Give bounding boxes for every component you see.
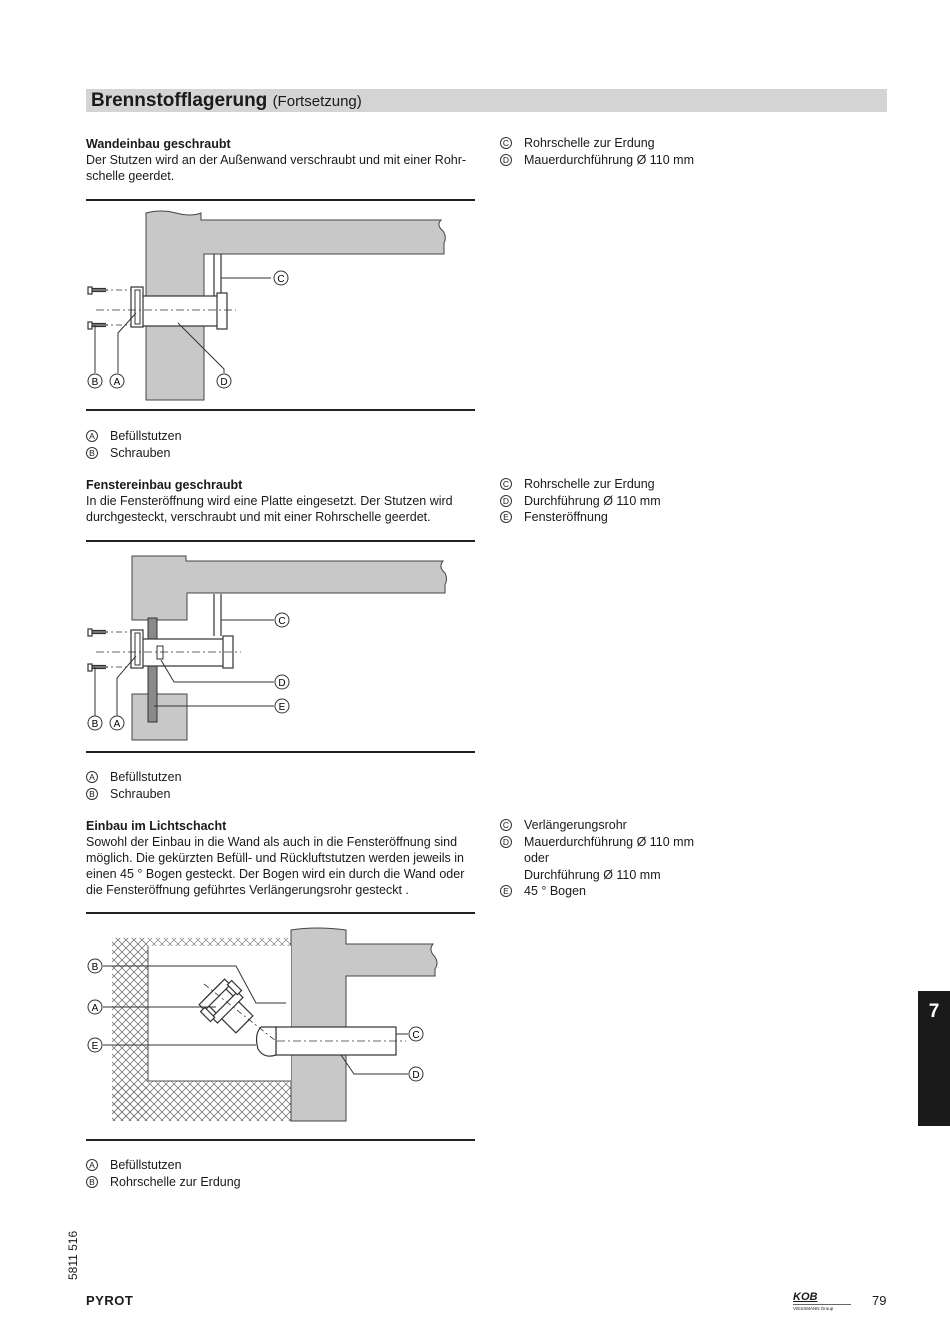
- legend-item: [86, 1157, 241, 1174]
- legend-item: [500, 476, 661, 493]
- figure2-label-d: D: [278, 678, 286, 689]
- section2-title: Fenstereinbau geschraubt: [86, 478, 243, 492]
- figure3-bottom-rule: [86, 1139, 475, 1141]
- section3-title: Einbau im Lichtschacht: [86, 819, 227, 833]
- section1-bottom-legend: [86, 428, 182, 461]
- section1-text: Der Stutzen wird an der Außenwand verschraubt und mit einer Rohr- schelle geerdet.: [86, 153, 467, 183]
- document-number: 5811 516: [66, 1230, 80, 1280]
- legend-text: Durchführung Ø 110 mm: [524, 867, 661, 882]
- legend-marker-b: B: [86, 788, 98, 800]
- logo-text: KOB: [793, 1291, 818, 1303]
- brand-name: PYROT: [86, 1293, 134, 1308]
- legend-text: oder: [524, 851, 550, 865]
- legend-text: Rohrschelle zur Erdung: [524, 136, 655, 150]
- figure2-bottom-rule: [86, 751, 475, 753]
- legend-marker-d: D: [500, 154, 512, 166]
- figure2-label-c: C: [278, 616, 286, 627]
- legend-marker-d: D: [500, 836, 512, 848]
- figure2-window-mount-diagram: [86, 544, 476, 749]
- legend-marker-d: D: [500, 495, 512, 507]
- section2-bottom-legend: [86, 769, 182, 802]
- section3-side-legend: [500, 817, 694, 900]
- legend-item: [500, 509, 661, 526]
- legend-item: [86, 769, 182, 786]
- figure1-label-a: A: [113, 377, 121, 388]
- figure2-top-rule: [86, 540, 475, 542]
- legend-text: 45 ° Bogen: [524, 884, 586, 898]
- legend-text: Schrauben: [110, 786, 171, 801]
- legend-text: Befüllstutzen: [110, 429, 182, 443]
- figure1-label-d: D: [220, 377, 228, 388]
- legend-marker-c: C: [500, 478, 512, 490]
- legend-item: [86, 445, 182, 462]
- legend-marker-c: C: [500, 819, 512, 831]
- figure3-label-a: A: [91, 1003, 99, 1014]
- legend-marker-e: E: [500, 511, 512, 523]
- figure3-label-d: D: [412, 1070, 420, 1081]
- page-title-sub: (Fortsetzung): [272, 93, 362, 110]
- section3-bottom-legend: [86, 1157, 241, 1190]
- page-number: 79: [872, 1293, 887, 1308]
- logo-group-text: VIESSMANN Group: [793, 1306, 834, 1311]
- legend-marker-b: B: [86, 1176, 98, 1188]
- legend-text: Rohrschelle zur Erdung: [524, 477, 655, 491]
- section1-side-legend: [500, 135, 694, 168]
- figure3-label-c: C: [412, 1030, 420, 1041]
- figure1-label-b: B: [91, 377, 99, 388]
- section2-text: In die Fensteröffnung wird eine Platte eingesetzt. Der Stutzen wird durchgesteckt, verschraubt und mit einer Rohrschelle geerdet.: [86, 494, 453, 524]
- figure1-top-rule: [86, 199, 475, 201]
- figure2-label-e: E: [278, 702, 286, 713]
- legend-text: Schrauben: [110, 445, 171, 460]
- legend-text: Rohrschelle zur Erdung: [110, 1174, 241, 1189]
- legend-item: [86, 428, 182, 445]
- legend-text: Mauerdurchführung Ø 110 mm: [524, 152, 694, 167]
- legend-item: [86, 786, 182, 803]
- chapter-tab-number: 7: [928, 1001, 940, 1022]
- legend-item: [500, 867, 694, 884]
- legend-text: Durchführung Ø 110 mm: [524, 493, 661, 508]
- legend-marker-e: E: [500, 885, 512, 897]
- legend-text: Fensteröffnung: [524, 510, 608, 524]
- legend-item: [86, 1174, 241, 1191]
- legend-marker-a: A: [86, 430, 98, 442]
- section2-side-legend: [500, 476, 661, 526]
- figure1-bottom-rule: [86, 409, 475, 411]
- kob-logo: [793, 1291, 853, 1317]
- legend-text: Befüllstutzen: [110, 770, 182, 784]
- figure3-label-b: B: [91, 962, 99, 973]
- figure3-label-e: E: [91, 1041, 99, 1052]
- page-title-main: Brennstofflagerung: [91, 90, 268, 111]
- legend-text: Mauerdurchführung Ø 110 mm: [524, 834, 694, 849]
- section1-title: Wandeinbau geschraubt: [86, 137, 231, 151]
- legend-item: [500, 152, 694, 169]
- legend-item: [500, 817, 694, 834]
- legend-item: [500, 850, 694, 867]
- figure3-lightwell-diagram: [86, 916, 476, 1141]
- legend-text: Befüllstutzen: [110, 1158, 182, 1172]
- legend-item: [500, 493, 661, 510]
- legend-marker-a: A: [86, 771, 98, 783]
- figure2-label-a: A: [113, 719, 121, 730]
- figure2-label-b: B: [91, 719, 99, 730]
- legend-marker-c: C: [500, 137, 512, 149]
- legend-item: [500, 135, 694, 152]
- legend-marker-b: B: [86, 447, 98, 459]
- figure1-label-c: C: [277, 274, 285, 285]
- legend-marker-a: A: [86, 1159, 98, 1171]
- page-title: [91, 90, 362, 113]
- legend-item: [500, 834, 694, 851]
- legend-text: Verlängerungsrohr: [524, 818, 627, 832]
- figure1-wall-mount-diagram: [86, 203, 476, 408]
- section3-text: Sowohl der Einbau in die Wand als auch in die Fensteröffnung sind möglich. Die gekürzten Befüll- und Rückluftstutzen werden jeweils in einen 45 ° Bogen gesteckt. Der Bogen wird ein durch die Wand oder die Fensteröffnung geführtes Verlängerungsrohr gesteckt .: [86, 835, 465, 897]
- logo-divider: [793, 1304, 851, 1305]
- legend-item: [500, 883, 694, 900]
- figure3-top-rule: [86, 912, 475, 914]
